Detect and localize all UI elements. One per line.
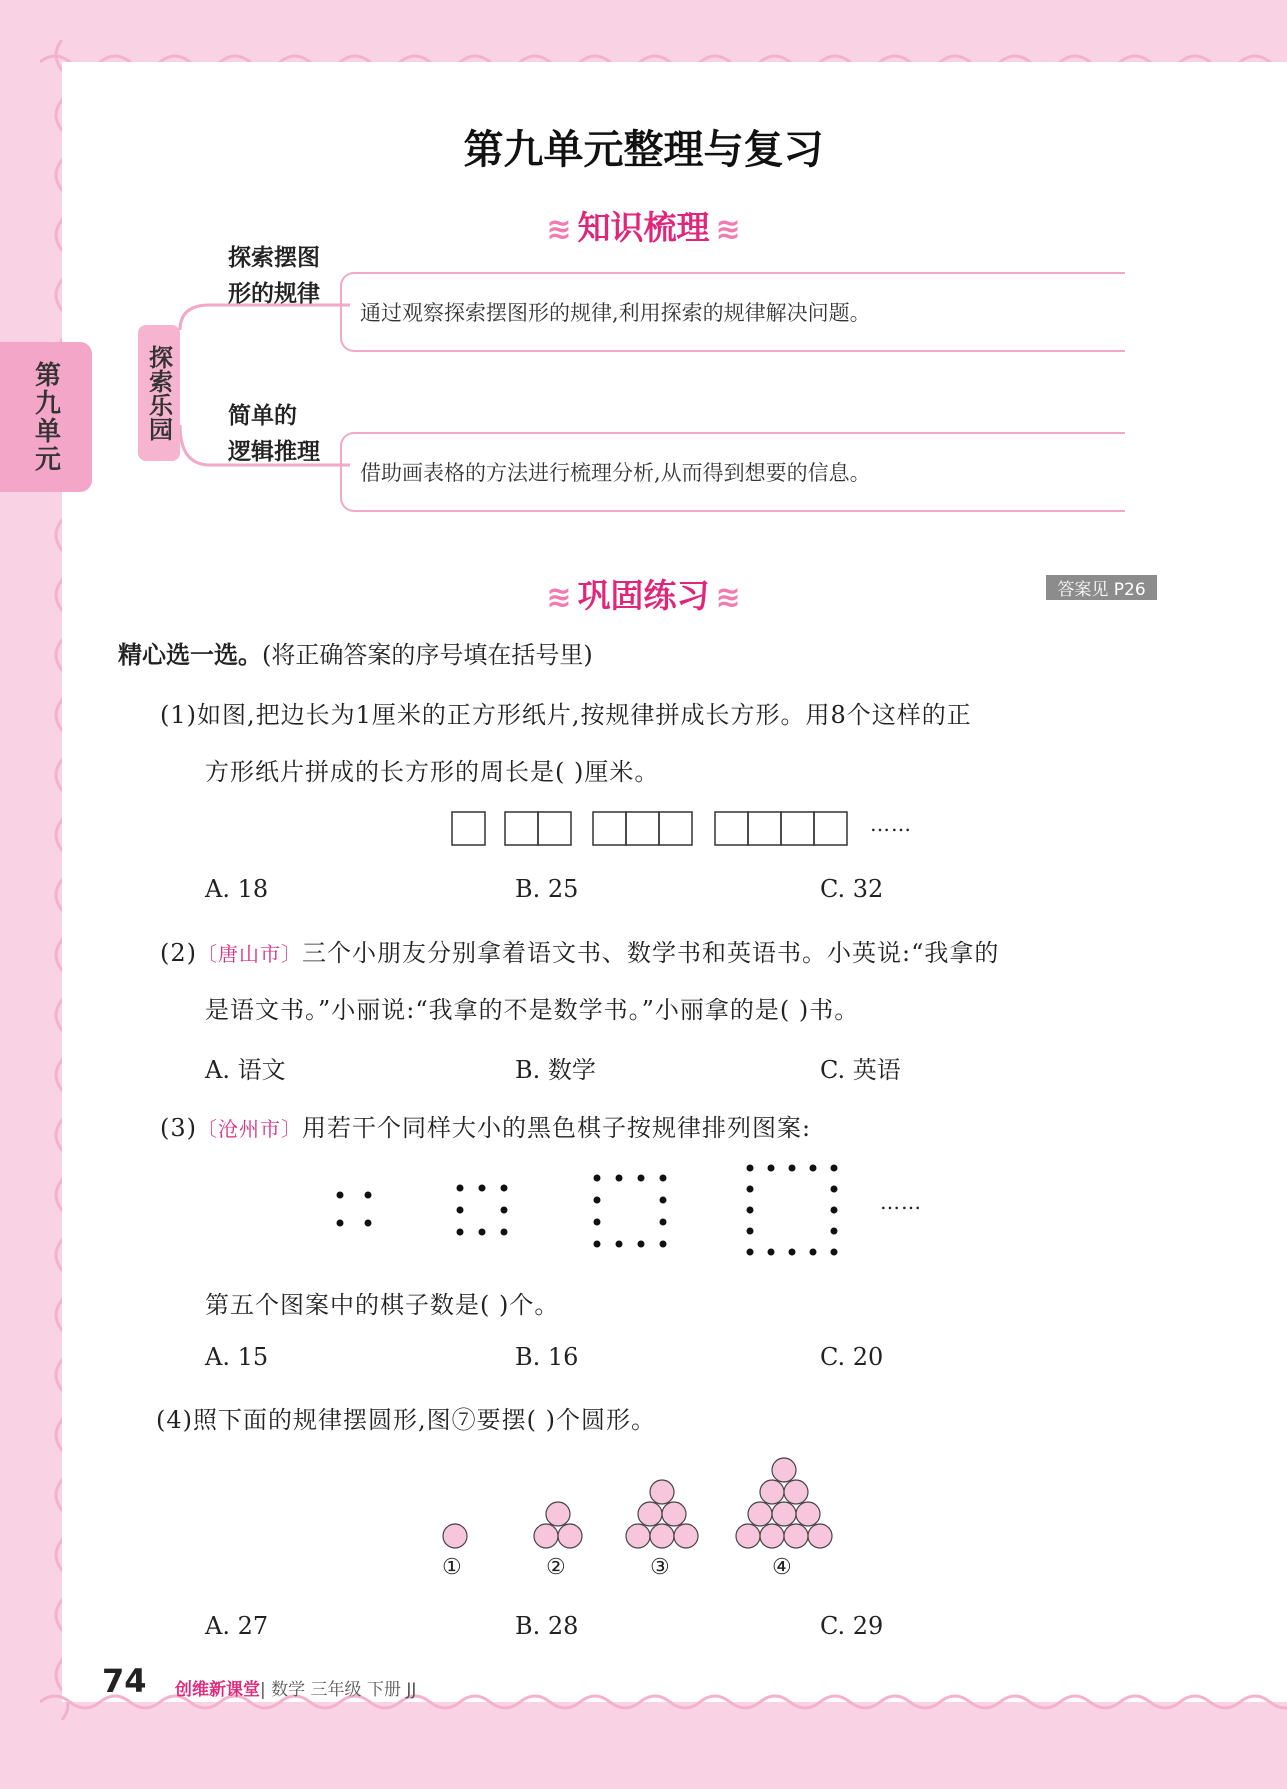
q3-option-b[interactable]: B. 16 [515, 1343, 579, 1371]
q3-option-a[interactable]: A. 15 [205, 1343, 269, 1371]
wave-ornament-icon: ≋ [546, 580, 572, 615]
answer-reference-badge: 答案见 P26 [1046, 575, 1157, 600]
q1-option-a[interactable]: A. 18 [205, 875, 269, 903]
instruction-bold: 精心选一选。 [118, 641, 262, 669]
page-title: 第九单元整理与复习 [463, 127, 824, 173]
practice-heading-text: 巩固练习 [577, 576, 710, 615]
instruction [118, 635, 593, 670]
q4-option-a[interactable]: A. 27 [205, 1612, 269, 1640]
q3-text: 用若干个同样大小的黑色棋子按规律排列图案: [302, 1114, 812, 1142]
q2-line1 [160, 933, 999, 968]
q3-line1 [160, 1108, 811, 1143]
q3-line2: 第五个图案中的棋子数是( )个。 [205, 1291, 560, 1319]
page-number: 74 [102, 1662, 147, 1700]
wave-ornament-icon: ≋ [715, 580, 741, 615]
knowledge-heading-text: 知识梳理 [577, 208, 710, 247]
q2-region-tag: 〔唐山市〕 [197, 942, 302, 966]
q4-option-c[interactable]: C. 29 [820, 1612, 884, 1640]
branch-text: 借助画表格的方法进行梳理分析,从而得到想要的信息。 [360, 461, 871, 485]
q2-option-c[interactable]: C. 英语 [820, 1056, 901, 1084]
q1-line2: 方形纸片拼成的长方形的周长是( )厘米。 [205, 758, 660, 786]
q4-label-1: ① [442, 1555, 463, 1580]
mind-map-root: 探索乐园 [138, 325, 180, 461]
q2-text: 三个小朋友分别拿着语文书、数学书和英语书。小英说:“我拿的 [302, 939, 1000, 967]
q4-label-3: ③ [650, 1555, 671, 1580]
instruction-rest: (将正确答案的序号填在括号里) [262, 641, 593, 669]
branch-label-line: 形的规律 [228, 281, 320, 307]
q3-number: (3) [160, 1114, 197, 1142]
q4-line1: (4)照下面的规律摆圆形,图⑦要摆( )个圆形。 [156, 1406, 656, 1434]
footer-info [175, 1675, 416, 1700]
branch-label-2 [228, 398, 348, 470]
q4-label-4: ④ [772, 1555, 793, 1580]
branch-box-2 [340, 432, 1125, 512]
branch-label-line: 逻辑推理 [228, 439, 320, 465]
q3-ellipsis: …… [880, 1190, 922, 1214]
branch-label-line: 探索摆图 [228, 245, 320, 271]
q1-line1: (1)如图,把边长为1厘米的正方形纸片,按规律拼成长方形。用8个这样的正 [160, 701, 972, 729]
q3-dot-patterns [330, 1160, 850, 1260]
footer-brand: 创维新课堂 [175, 1680, 260, 1700]
branch-text: 通过观察探索摆图形的规律,利用探索的规律解决问题。 [360, 301, 871, 325]
q3-region-tag: 〔沧州市〕 [197, 1117, 302, 1141]
q4-option-b[interactable]: B. 28 [515, 1612, 579, 1640]
q1-square-figures [450, 810, 870, 850]
q3-option-c[interactable]: C. 20 [820, 1343, 884, 1371]
q2-option-b[interactable]: B. 数学 [515, 1056, 596, 1084]
q2-line2: 是语文书。”小丽说:“我拿的不是数学书。”小丽拿的是( )书。 [205, 996, 860, 1024]
branch-label-line: 简单的 [228, 403, 297, 429]
q4-label-2: ② [546, 1555, 567, 1580]
unit-side-tab: 第九单元 [0, 342, 92, 492]
branch-box-1 [340, 272, 1125, 352]
q2-number: (2) [160, 939, 197, 967]
wave-ornament-icon: ≋ [715, 212, 741, 247]
q1-option-c[interactable]: C. 32 [820, 875, 884, 903]
branch-label-1 [228, 240, 348, 312]
footer-book-info: | 数学 三年级 下册 JJ [260, 1680, 417, 1700]
q1-option-b[interactable]: B. 25 [515, 875, 579, 903]
q2-option-a[interactable]: A. 语文 [205, 1056, 286, 1084]
q1-ellipsis: …… [870, 812, 912, 836]
knowledge-heading [0, 202, 1287, 249]
wave-ornament-icon: ≋ [546, 212, 572, 247]
